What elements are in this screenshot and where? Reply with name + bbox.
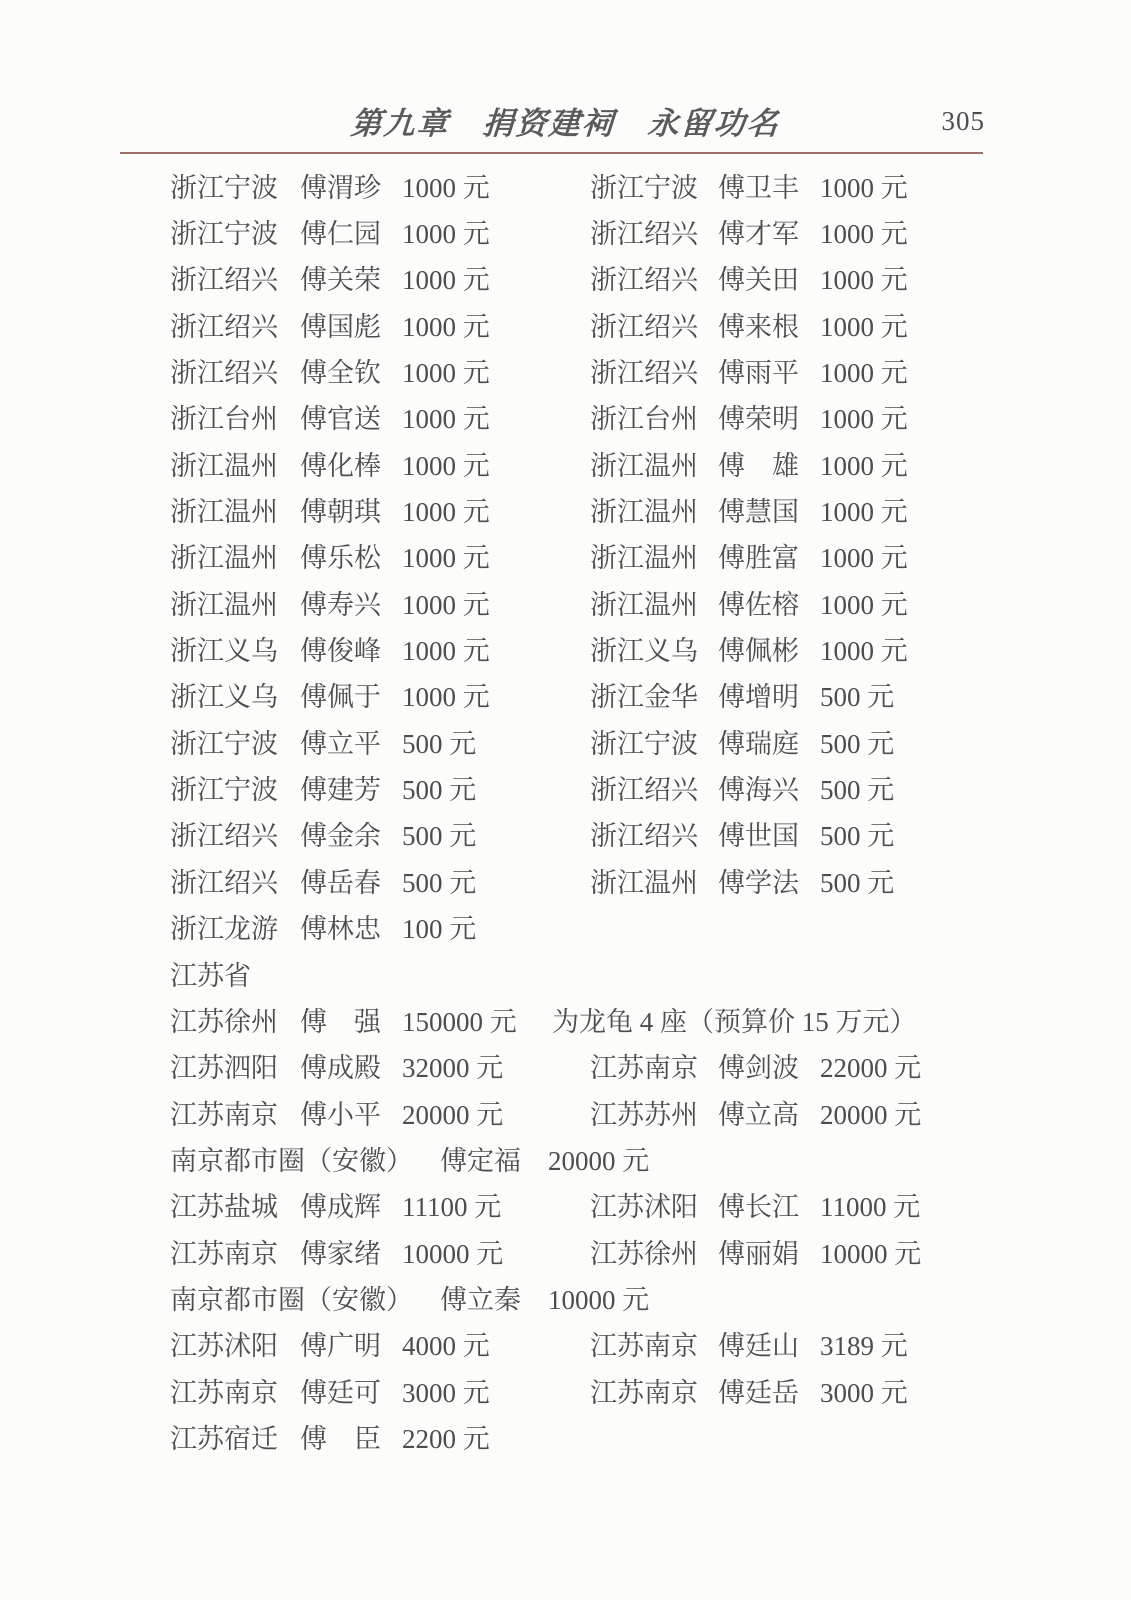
chapter-title: 第九章 捐资建祠 永留功名 bbox=[349, 106, 782, 141]
donor-region: 浙江绍兴 bbox=[590, 821, 698, 852]
donor-region: 江苏苏州 bbox=[590, 1099, 698, 1130]
donor-name: 傅雨平 bbox=[718, 358, 799, 389]
donor-name: 傅化棒 bbox=[300, 450, 381, 481]
donor-amount: 1000 元 bbox=[820, 450, 908, 481]
left-entry bbox=[170, 629, 590, 668]
right-entry bbox=[590, 1371, 980, 1410]
page-number: 305 bbox=[941, 106, 985, 136]
donor-region: 浙江义乌 bbox=[590, 636, 698, 667]
donor-amount: 150000 元 bbox=[402, 1006, 517, 1037]
donor-amount: 1000 元 bbox=[820, 636, 908, 667]
donor-region: 浙江台州 bbox=[590, 404, 698, 435]
donor-region: 江苏沭阳 bbox=[170, 1331, 278, 1362]
donor-row bbox=[170, 208, 980, 254]
donor-name: 傅渭珍 bbox=[300, 172, 381, 203]
donor-region: 浙江龙游 bbox=[170, 914, 278, 945]
donor-name: 傅瑞庭 bbox=[718, 728, 799, 759]
donor-amount: 10000 元 bbox=[402, 1238, 504, 1269]
donor-name: 傅胜富 bbox=[718, 543, 799, 574]
donor-region: 浙江温州 bbox=[590, 450, 698, 481]
donor-amount: 1000 元 bbox=[820, 172, 908, 203]
donor-amount: 100 元 bbox=[402, 914, 477, 945]
donor-region: 浙江温州 bbox=[590, 497, 698, 528]
left-entry bbox=[170, 861, 590, 900]
left-entry bbox=[170, 722, 590, 761]
donor-row bbox=[170, 1321, 980, 1367]
donor-amount: 1000 元 bbox=[820, 219, 908, 250]
donor-region: 江苏盐城 bbox=[170, 1192, 278, 1223]
donor-name: 傅廷岳 bbox=[718, 1377, 799, 1408]
donor-row bbox=[170, 347, 980, 393]
donor-name: 傅朝琪 bbox=[300, 497, 381, 528]
donor-region: 浙江绍兴 bbox=[590, 358, 698, 389]
right-entry bbox=[590, 861, 980, 900]
donor-amount: 1000 元 bbox=[402, 497, 490, 528]
donor-amount: 1000 元 bbox=[402, 543, 490, 574]
donor-name: 傅岳春 bbox=[300, 867, 381, 898]
donor-region: 江苏南京 bbox=[170, 1099, 278, 1130]
donor-amount: 500 元 bbox=[820, 821, 895, 852]
donor-region: 浙江绍兴 bbox=[170, 867, 278, 898]
donor-region: 浙江义乌 bbox=[170, 636, 278, 667]
donor-name: 傅成殿 bbox=[300, 1053, 381, 1084]
donor-amount: 11000 元 bbox=[820, 1192, 921, 1223]
donor-region: 浙江宁波 bbox=[170, 172, 278, 203]
donor-name: 傅廷可 bbox=[300, 1377, 381, 1408]
donor-name: 傅成辉 bbox=[300, 1192, 381, 1223]
left-entry bbox=[170, 1046, 590, 1085]
donor-region: 浙江绍兴 bbox=[170, 358, 278, 389]
section-label: 江苏省 bbox=[170, 960, 251, 991]
donor-name: 傅全钦 bbox=[300, 358, 381, 389]
right-entry bbox=[590, 490, 980, 529]
donor-region: 江苏徐州 bbox=[590, 1238, 698, 1269]
left-entry bbox=[170, 907, 590, 946]
left-entry bbox=[170, 166, 590, 205]
left-entry bbox=[170, 1185, 590, 1224]
donor-row bbox=[170, 672, 980, 718]
donor-note: 为龙龟 4 座（预算价 15 万元） bbox=[552, 1006, 917, 1037]
donor-list bbox=[170, 162, 980, 1460]
donor-amount: 1000 元 bbox=[820, 543, 908, 574]
right-entry bbox=[590, 814, 980, 853]
donor-name: 傅 雄 bbox=[718, 450, 799, 481]
donor-name: 傅世国 bbox=[718, 821, 799, 852]
donor-amount: 10000 元 bbox=[548, 1284, 650, 1315]
donor-amount: 3000 元 bbox=[820, 1377, 908, 1408]
donor-region: 浙江宁波 bbox=[170, 728, 278, 759]
left-entry bbox=[170, 258, 590, 297]
left-entry bbox=[170, 814, 590, 853]
donor-amount: 1000 元 bbox=[820, 497, 908, 528]
donor-name: 傅立秦 bbox=[440, 1284, 521, 1315]
donor-name: 傅官送 bbox=[300, 404, 381, 435]
left-entry bbox=[170, 536, 590, 575]
donor-name: 傅荣明 bbox=[718, 404, 799, 435]
donor-amount: 1000 元 bbox=[402, 682, 490, 713]
donor-amount: 1000 元 bbox=[820, 358, 908, 389]
donor-amount: 1000 元 bbox=[402, 450, 490, 481]
donor-row bbox=[170, 1043, 980, 1089]
donor-amount: 500 元 bbox=[402, 821, 477, 852]
right-entry bbox=[590, 305, 980, 344]
right-entry bbox=[590, 583, 980, 622]
donor-amount: 1000 元 bbox=[402, 589, 490, 620]
donor-name: 傅关荣 bbox=[300, 265, 381, 296]
donor-amount: 500 元 bbox=[820, 775, 895, 806]
donor-amount: 22000 元 bbox=[820, 1053, 922, 1084]
donor-row bbox=[170, 904, 980, 950]
donor-region: 浙江绍兴 bbox=[590, 311, 698, 342]
left-entry bbox=[170, 1324, 590, 1363]
donor-amount: 500 元 bbox=[820, 682, 895, 713]
donor-row bbox=[170, 301, 980, 347]
donor-region: 浙江宁波 bbox=[590, 172, 698, 203]
donor-row bbox=[170, 1367, 980, 1413]
donor-region: 江苏宿迁 bbox=[170, 1423, 278, 1454]
donor-region: 浙江绍兴 bbox=[170, 265, 278, 296]
right-entry bbox=[590, 397, 980, 436]
donor-region: 浙江温州 bbox=[590, 589, 698, 620]
donor-region: 南京都市圈（安徽） bbox=[170, 1145, 413, 1176]
right-entry bbox=[590, 212, 980, 251]
donor-region: 浙江绍兴 bbox=[590, 265, 698, 296]
donor-row bbox=[170, 1228, 980, 1274]
donor-region: 江苏泗阳 bbox=[170, 1053, 278, 1084]
donor-name: 傅丽娟 bbox=[718, 1238, 799, 1269]
left-entry bbox=[170, 1093, 590, 1132]
donor-name: 傅剑波 bbox=[718, 1053, 799, 1084]
right-entry bbox=[590, 1324, 980, 1363]
donor-name: 傅长江 bbox=[718, 1192, 799, 1223]
donor-region: 浙江金华 bbox=[590, 682, 698, 713]
donor-region: 浙江温州 bbox=[590, 543, 698, 574]
donor-row bbox=[170, 718, 980, 764]
left-entry bbox=[170, 768, 590, 807]
donor-amount: 11100 元 bbox=[402, 1192, 502, 1223]
donor-row bbox=[170, 857, 980, 903]
donor-amount: 1000 元 bbox=[820, 265, 908, 296]
donor-amount: 500 元 bbox=[820, 728, 895, 759]
section-row bbox=[170, 950, 980, 996]
donor-name: 傅立平 bbox=[300, 728, 381, 759]
right-entry bbox=[590, 1232, 980, 1271]
donor-name: 傅佐榕 bbox=[718, 589, 799, 620]
donor-name: 傅学法 bbox=[718, 867, 799, 898]
left-entry bbox=[170, 1371, 590, 1410]
donor-amount: 1000 元 bbox=[402, 358, 490, 389]
right-entry bbox=[590, 629, 980, 668]
left-entry bbox=[170, 397, 590, 436]
donor-amount: 2200 元 bbox=[402, 1423, 490, 1454]
donor-amount: 1000 元 bbox=[402, 636, 490, 667]
donor-name: 傅廷山 bbox=[718, 1331, 799, 1362]
donor-name: 傅定福 bbox=[440, 1145, 521, 1176]
donor-region: 江苏南京 bbox=[590, 1377, 698, 1408]
donor-amount: 3189 元 bbox=[820, 1331, 908, 1362]
donor-region: 江苏南京 bbox=[590, 1053, 698, 1084]
donor-amount: 32000 元 bbox=[402, 1053, 504, 1084]
donor-amount: 1000 元 bbox=[820, 589, 908, 620]
right-entry bbox=[590, 536, 980, 575]
donor-name: 傅关田 bbox=[718, 265, 799, 296]
donor-amount: 10000 元 bbox=[820, 1238, 922, 1269]
donor-name: 傅增明 bbox=[718, 682, 799, 713]
right-entry bbox=[590, 675, 980, 714]
donor-name: 傅金余 bbox=[300, 821, 381, 852]
donor-region: 江苏南京 bbox=[590, 1331, 698, 1362]
donor-region: 江苏南京 bbox=[170, 1377, 278, 1408]
donor-row bbox=[170, 764, 980, 810]
donor-amount: 1000 元 bbox=[402, 219, 490, 250]
donor-row bbox=[170, 1135, 980, 1181]
donor-amount: 3000 元 bbox=[402, 1377, 490, 1408]
donor-name: 傅俊峰 bbox=[300, 636, 381, 667]
donor-amount: 1000 元 bbox=[820, 404, 908, 435]
donor-region: 浙江宁波 bbox=[170, 775, 278, 806]
donor-amount: 1000 元 bbox=[402, 404, 490, 435]
donor-row bbox=[170, 1089, 980, 1135]
donor-region: 浙江宁波 bbox=[170, 219, 278, 250]
header-rule bbox=[120, 152, 983, 154]
donor-amount: 500 元 bbox=[402, 728, 477, 759]
donor-row bbox=[170, 486, 980, 532]
donor-name: 傅 强 bbox=[300, 1006, 381, 1037]
donor-name: 傅乐松 bbox=[300, 543, 381, 574]
left-entry bbox=[170, 212, 590, 251]
left-entry bbox=[170, 351, 590, 390]
donor-row bbox=[170, 811, 980, 857]
donor-name: 傅卫丰 bbox=[718, 172, 799, 203]
donor-name: 傅广明 bbox=[300, 1331, 381, 1362]
donor-row bbox=[170, 579, 980, 625]
donor-region: 南京都市圈（安徽） bbox=[170, 1284, 413, 1315]
right-entry bbox=[590, 722, 980, 761]
left-entry bbox=[170, 490, 590, 529]
donor-region: 浙江绍兴 bbox=[590, 219, 698, 250]
right-entry bbox=[590, 351, 980, 390]
left-entry bbox=[170, 444, 590, 483]
donor-name: 傅林忠 bbox=[300, 914, 381, 945]
right-entry bbox=[590, 444, 980, 483]
donor-row bbox=[170, 625, 980, 671]
donor-row bbox=[170, 1182, 980, 1228]
right-entry bbox=[590, 1185, 980, 1224]
donor-name: 傅来根 bbox=[718, 311, 799, 342]
donor-region: 浙江台州 bbox=[170, 404, 278, 435]
right-entry bbox=[590, 1046, 980, 1085]
donor-amount: 20000 元 bbox=[820, 1099, 922, 1130]
left-entry bbox=[170, 1232, 590, 1271]
donor-row bbox=[170, 255, 980, 301]
right-entry bbox=[590, 1093, 980, 1132]
donor-row bbox=[170, 1413, 980, 1459]
donor-region: 浙江温州 bbox=[170, 450, 278, 481]
donor-region: 浙江绍兴 bbox=[170, 821, 278, 852]
donor-name: 傅佩于 bbox=[300, 682, 381, 713]
donor-region: 浙江绍兴 bbox=[590, 775, 698, 806]
donor-name: 傅才军 bbox=[718, 219, 799, 250]
donor-region: 浙江温州 bbox=[590, 867, 698, 898]
donor-amount: 20000 元 bbox=[402, 1099, 504, 1130]
donor-row bbox=[170, 394, 980, 440]
donor-name: 傅仁园 bbox=[300, 219, 381, 250]
donor-region: 江苏南京 bbox=[170, 1238, 278, 1269]
donor-row bbox=[170, 440, 980, 486]
donor-region: 浙江宁波 bbox=[590, 728, 698, 759]
donor-amount: 500 元 bbox=[402, 867, 477, 898]
donor-region: 江苏沭阳 bbox=[590, 1192, 698, 1223]
right-entry bbox=[590, 258, 980, 297]
donor-name: 傅家绪 bbox=[300, 1238, 381, 1269]
donor-region: 浙江温州 bbox=[170, 497, 278, 528]
donor-name: 傅慧国 bbox=[718, 497, 799, 528]
donor-name: 傅小平 bbox=[300, 1099, 381, 1130]
left-entry bbox=[170, 675, 590, 714]
right-entry bbox=[590, 768, 980, 807]
donor-amount: 1000 元 bbox=[820, 311, 908, 342]
donor-region: 浙江绍兴 bbox=[170, 311, 278, 342]
donor-name: 傅立高 bbox=[718, 1099, 799, 1130]
donor-region: 浙江温州 bbox=[170, 589, 278, 620]
donor-amount: 20000 元 bbox=[548, 1145, 650, 1176]
donor-name: 傅海兴 bbox=[718, 775, 799, 806]
donor-amount: 1000 元 bbox=[402, 172, 490, 203]
donor-row bbox=[170, 162, 980, 208]
donor-amount: 4000 元 bbox=[402, 1331, 490, 1362]
left-entry bbox=[170, 305, 590, 344]
donor-name: 傅佩彬 bbox=[718, 636, 799, 667]
left-entry bbox=[170, 583, 590, 622]
donor-row bbox=[170, 533, 980, 579]
donor-amount: 1000 元 bbox=[402, 265, 490, 296]
donor-amount: 500 元 bbox=[820, 867, 895, 898]
donor-region: 浙江温州 bbox=[170, 543, 278, 574]
donor-amount: 500 元 bbox=[402, 775, 477, 806]
donor-region: 浙江义乌 bbox=[170, 682, 278, 713]
donor-amount: 1000 元 bbox=[402, 311, 490, 342]
right-entry bbox=[590, 166, 980, 205]
left-entry bbox=[170, 1417, 590, 1456]
donor-row bbox=[170, 996, 980, 1042]
donor-region: 江苏徐州 bbox=[170, 1006, 278, 1037]
donor-name: 傅建芳 bbox=[300, 775, 381, 806]
donor-name: 傅国彪 bbox=[300, 311, 381, 342]
donor-name: 傅 臣 bbox=[300, 1423, 381, 1454]
donor-name: 傅寿兴 bbox=[300, 589, 381, 620]
donor-row bbox=[170, 1274, 980, 1320]
